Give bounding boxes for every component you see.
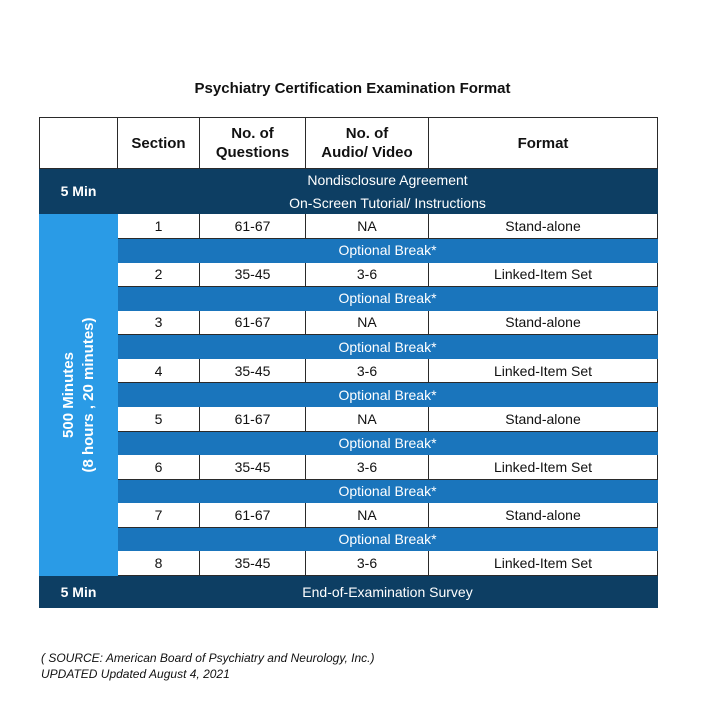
updated-line: UPDATED Updated August 4, 2021 — [41, 667, 230, 681]
header-questions-line2: Questions — [215, 144, 290, 162]
time-label-start: 5 Min — [40, 169, 118, 214]
audio-video-count: NA — [306, 214, 429, 239]
source-note — [41, 650, 374, 682]
optional-break: Optional Break* — [118, 287, 658, 311]
questions-count: 61-67 — [200, 406, 306, 431]
survey-row — [40, 576, 658, 608]
header-empty-cell — [40, 118, 118, 169]
questions-count: 35-45 — [200, 455, 306, 480]
optional-break: Optional Break* — [118, 238, 658, 262]
questions-count: 61-67 — [200, 310, 306, 335]
questions-count: 35-45 — [200, 262, 306, 287]
break-row — [40, 527, 658, 551]
section-number: 8 — [118, 551, 200, 576]
header-av-line1: No. of — [345, 125, 389, 143]
time-label-main — [40, 214, 118, 576]
break-row — [40, 335, 658, 359]
section-number: 5 — [118, 406, 200, 431]
format-type: Stand-alone — [429, 503, 658, 528]
section-number: 1 — [118, 214, 200, 239]
intro-item: On-Screen Tutorial/ Instructions — [118, 191, 658, 214]
header-row — [40, 118, 658, 169]
break-row — [40, 287, 658, 311]
time-label-line2: (8 hours , 20 minutes) — [79, 317, 97, 473]
optional-break: Optional Break* — [118, 527, 658, 551]
header-audio-video — [306, 118, 429, 169]
source-line: ( SOURCE: American Board of Psychiatry and Neurology, Inc.) — [41, 651, 375, 665]
questions-count: 35-45 — [200, 358, 306, 383]
audio-video-count: 3-6 — [306, 262, 429, 287]
format-type: Linked-Item Set — [429, 455, 658, 480]
break-row — [40, 383, 658, 407]
format-type: Stand-alone — [429, 310, 658, 335]
exam-format-table — [39, 117, 658, 608]
questions-count: 35-45 — [200, 551, 306, 576]
audio-video-count: 3-6 — [306, 455, 429, 480]
section-row — [40, 406, 658, 431]
section-number: 4 — [118, 358, 200, 383]
break-row — [40, 431, 658, 455]
format-type: Stand-alone — [429, 406, 658, 431]
optional-break: Optional Break* — [118, 383, 658, 407]
time-label-vertical — [59, 317, 99, 472]
intro-row — [40, 169, 658, 192]
break-row — [40, 238, 658, 262]
audio-video-count: NA — [306, 503, 429, 528]
format-type: Stand-alone — [429, 214, 658, 239]
audio-video-count: 3-6 — [306, 551, 429, 576]
optional-break: Optional Break* — [118, 479, 658, 503]
header-av-line2: Audio/ Video — [321, 144, 413, 162]
section-number: 2 — [118, 262, 200, 287]
format-type: Linked-Item Set — [429, 262, 658, 287]
questions-count: 61-67 — [200, 503, 306, 528]
time-label-line1: 500 Minutes — [59, 351, 77, 438]
header-section: Section — [118, 118, 200, 169]
optional-break: Optional Break* — [118, 335, 658, 359]
time-label-end: 5 Min — [40, 576, 118, 608]
header-questions-line1: No. of — [231, 125, 274, 143]
format-type: Linked-Item Set — [429, 551, 658, 576]
intro-item: Nondisclosure Agreement — [118, 169, 658, 192]
header-format: Format — [429, 118, 658, 169]
page-title: Psychiatry Certification Examination Format — [194, 80, 511, 97]
section-number: 6 — [118, 455, 200, 480]
section-row — [40, 310, 658, 335]
time-label-wrap — [40, 214, 117, 575]
section-row — [40, 358, 658, 383]
section-row — [40, 455, 658, 480]
section-row — [40, 551, 658, 576]
break-row — [40, 479, 658, 503]
questions-count: 61-67 — [200, 214, 306, 239]
section-row — [40, 214, 658, 239]
header-questions — [200, 118, 306, 169]
intro-row — [40, 191, 658, 214]
format-type: Linked-Item Set — [429, 358, 658, 383]
optional-break: Optional Break* — [118, 431, 658, 455]
section-row — [40, 262, 658, 287]
section-number: 3 — [118, 310, 200, 335]
end-survey: End-of-Examination Survey — [118, 576, 658, 608]
audio-video-count: NA — [306, 310, 429, 335]
audio-video-count: 3-6 — [306, 358, 429, 383]
section-number: 7 — [118, 503, 200, 528]
section-row — [40, 503, 658, 528]
audio-video-count: NA — [306, 406, 429, 431]
